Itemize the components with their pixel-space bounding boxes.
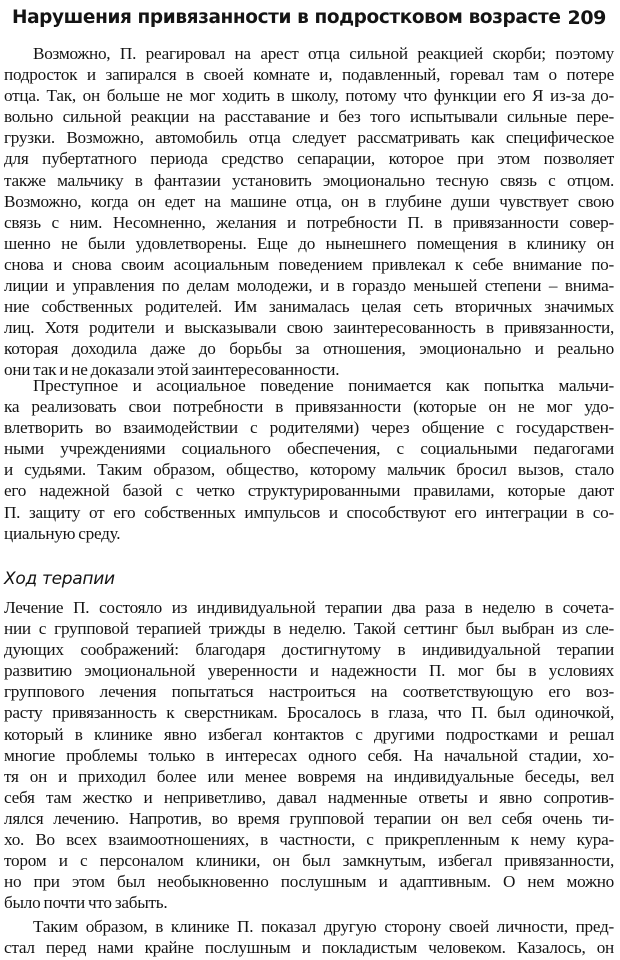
paragraph-2 [4,375,614,544]
text-line: Возможно, П. реагировал на арест отца сильной реакцией скорби; поэтому [33,44,614,63]
text-line: дующих соображений: благодаря достигнутому в индивидуальной терапии [4,640,614,660]
text-line: грузки. Возможно, автомобиль отца следует рассматривать как специфическое [4,128,614,148]
running-title: Нарушения привязанности в подростковом возрасте [12,7,561,28]
text-line: ка реализовать свои потребности в привязанности (которые он не мог удо- [4,397,614,417]
text-line: расту привязанность к сверстникам. Бросалось в глаза, что П. был одиночкой, [4,703,614,723]
page-number: 209 [567,7,606,29]
text-line: Возможно, когда он едет на машине отца, он в глубине души чувствует свою [4,191,614,211]
text-line: тором и с персоналом клиники, он был замкнутым, избегал привязанности, [4,851,614,871]
text-line: шенно не были удовлетворены. Еще до нынешнего помещения в клинику он [4,233,614,253]
text-line: связь с ним. Несомненно, желания и потребности П. в привязанности совер- [4,212,614,232]
text-line: развитию эмоциональной уверенности и надежности П. мог бы в условиях [4,661,614,681]
paragraph-3 [4,597,614,913]
text-line: отца. Так, он больше не мог ходить в школу, потому что функции его Я из-за до- [4,86,614,106]
text-line: тя он и приходил более или менее вовремя на индивидуальные беседы, вел [4,766,614,786]
text-line: вольно сильной реакции на расставание и без того испытывали сильные пере- [4,107,614,127]
text-line: для пубертатного периода средство сепарации, которое при этом позволяет [4,149,614,169]
text-line: Таким образом, в клинике П. показал другую сторону своей личности, пред- [33,917,614,936]
text-line: нии с групповой терапией трижды в неделю. Такой сеттинг был выбран из сле- [4,619,614,639]
paragraph-1 [4,43,614,381]
text-line: также мальчику в фантазии установить эмоционально тесную связь с отцом. [4,170,614,190]
text-line: ние собственных родителей. Им занималась целая сеть вторичных значимых [4,297,614,317]
text-line: влетворить во взаимодействии с родителями) через общение с государствен- [4,418,614,438]
text-line: и судьями. Таким образом, общество, которому мальчик бросил вызов, стало [4,460,614,480]
text-line: но при этом был необыкновенно послушным и адаптивным. О нем можно [4,872,614,892]
text-line: группового лечения попытаться настроиться на соответствующую его воз- [4,682,614,702]
section-heading: Ход терапии [4,569,115,589]
text-line: Преступное и асоциальное поведение понимается как попытка мальчи- [33,376,614,395]
text-line: циальную среду. [4,523,121,543]
page-header [6,5,614,31]
text-line: хо. Во всех взаимоотношениях, в частности, с прикрепленным к нему кура- [4,830,614,850]
text-line: стал перед нами крайне послушным и покладистым человеком. Казалось, он [4,938,614,958]
text-line: Лечение П. состояло из индивидуальной терапии два раза в неделю в сочета- [4,598,614,617]
text-line: подросток и запирался в своей комнате и, подавленный, горевал там о потере [4,65,614,85]
text-line: его надежной базой с четко структурированными правилами, которые дают [4,481,614,501]
text-line: которая доходила даже до борьбы за отношения, эмоционально и реально [4,339,614,359]
text-line: ными учреждениями социального обеспечения, с социальными педагогами [4,439,614,459]
text-line: П. защиту от его собственных импульсов и способствуют его интеграции в со- [4,502,614,522]
text-line: лялся лечению. Напротив, во время групповой терапии он вел себя очень ти- [4,808,614,828]
text-line: многие проблемы только в интересах одного себя. На начальной стадии, хо- [4,745,614,765]
paragraph-4 [4,916,614,958]
text-line: который в клинике явно избегал контактов с другими подростками и решал [4,724,614,744]
text-line: лиц. Хотя родители и высказывали свою заинтересованность в привязанности, [4,318,614,338]
text-line: они так и не доказали этой заинтересованности. [4,360,340,380]
text-line: снова и снова своим асоциальным поведением привлекал к себе внимание по- [4,254,614,274]
text-line: себя там жестко и неприветливо, давал надменные ответы и явно сопротив- [4,787,614,807]
text-line: лиции и управления по делам молодежи, и в гораздо меньшей степени – внима- [4,276,614,296]
text-line: было почти что забыть. [4,893,168,913]
